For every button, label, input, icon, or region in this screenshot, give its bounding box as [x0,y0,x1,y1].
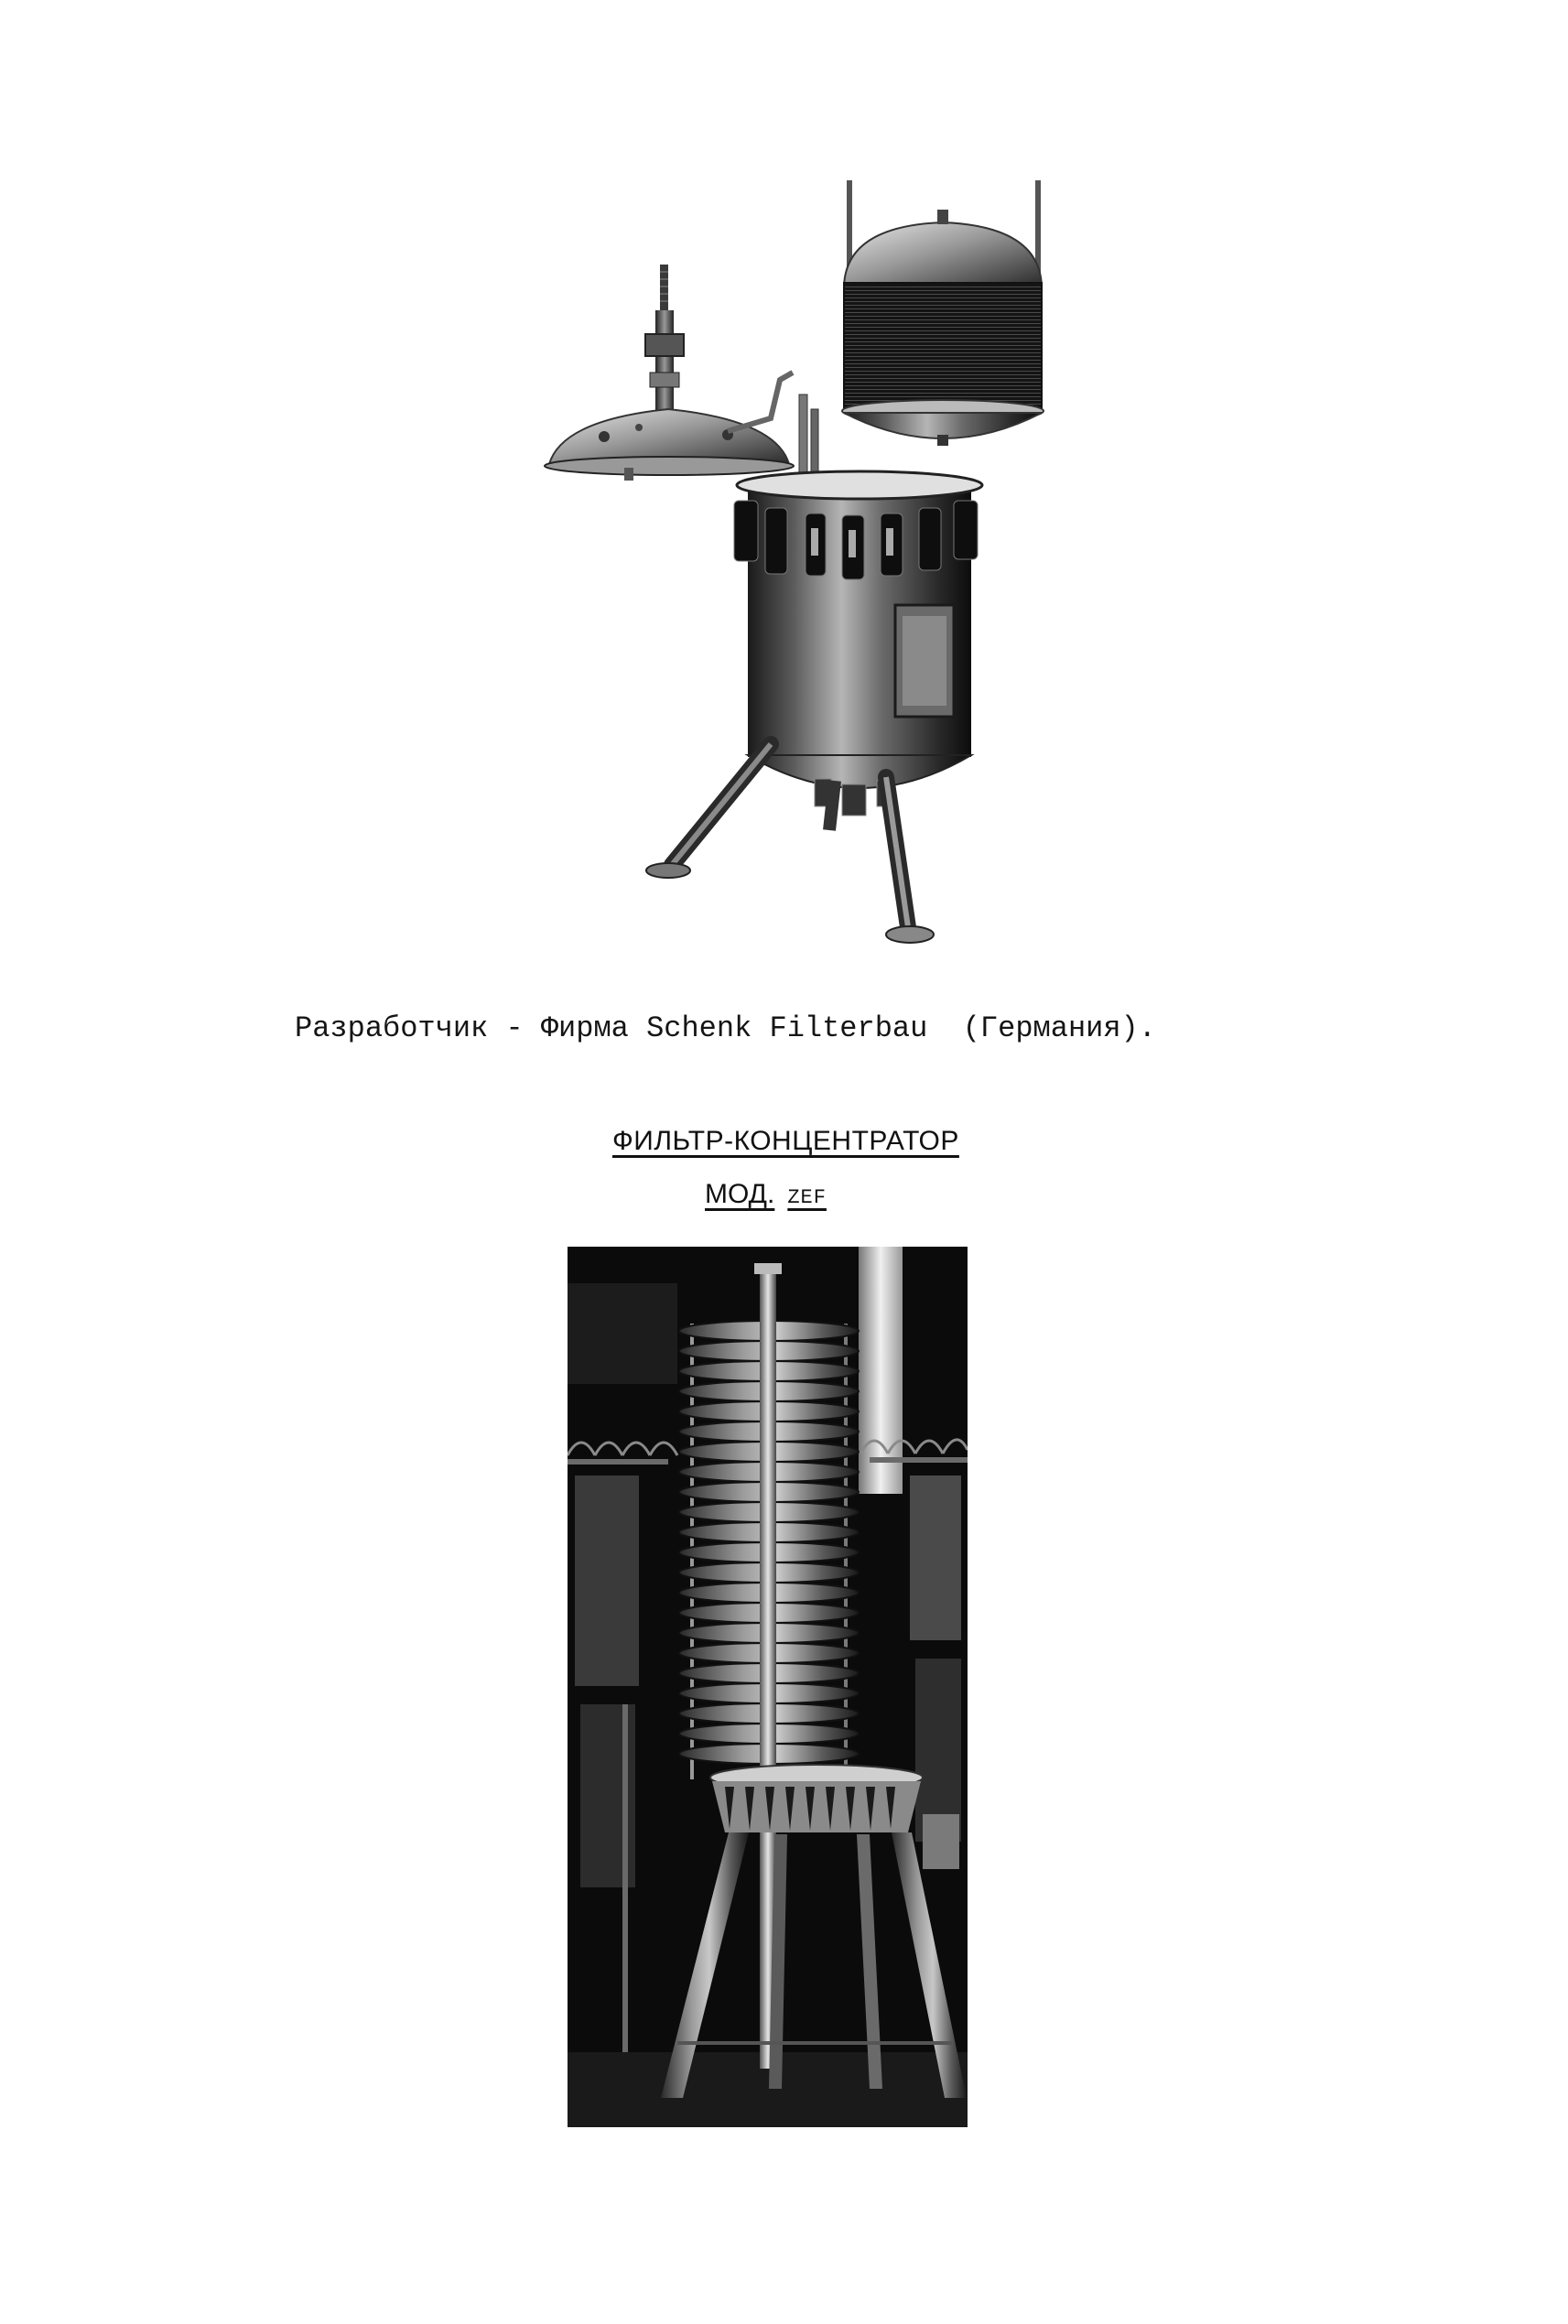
equipment-title: ФИЛЬТР-КОНЦЕНТРАТОР [612,1126,959,1156]
vessel-lid [545,265,794,481]
filter-concentrator-photo [568,1247,968,2127]
filter-vessel-photo [540,169,1053,957]
filter-collar [710,1765,923,1832]
developer-caption: Разработчик - Фирма Schenk Filterbau (Германия). [295,1011,1156,1045]
vessel-body [734,471,982,816]
model-prefix: МОД. [705,1179,775,1209]
model-code: ZEF [787,1186,827,1209]
model-line [705,1175,827,1217]
filter-element [842,180,1044,446]
